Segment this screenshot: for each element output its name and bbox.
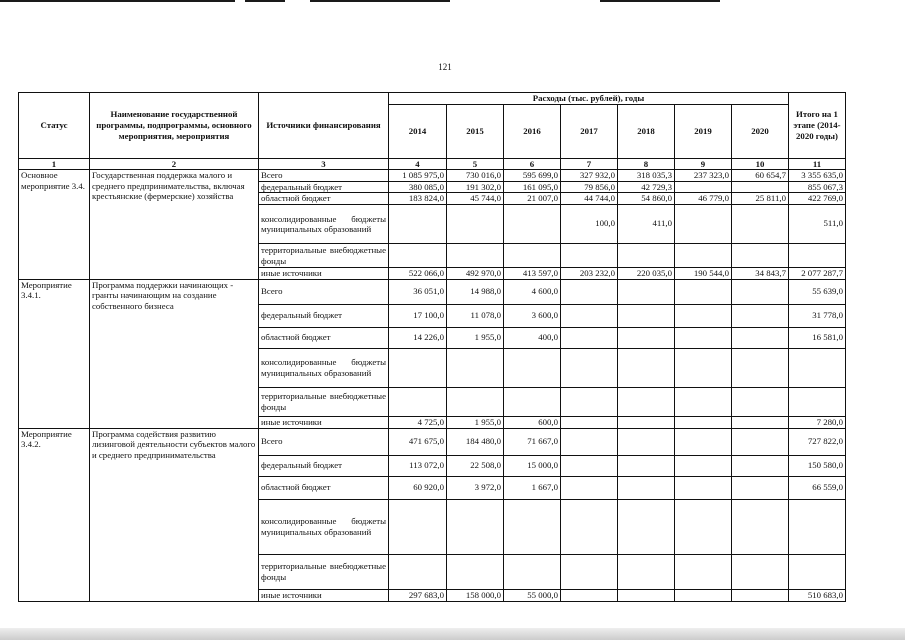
- amount-cell: 203 232,0: [561, 268, 618, 280]
- amount-cell: [618, 455, 675, 476]
- amount-cell: [561, 476, 618, 499]
- amount-cell: 15 000,0: [504, 455, 561, 476]
- funding-source-cell: областной бюджет: [259, 193, 389, 205]
- amount-cell: [732, 589, 789, 601]
- amount-cell: [561, 279, 618, 304]
- page-number: 121: [438, 62, 452, 72]
- status-cell: Основное мероприятие 3.4.: [19, 170, 90, 280]
- amount-cell: [504, 244, 561, 268]
- year-header-2014: 2014: [389, 104, 447, 158]
- amount-cell: [675, 428, 732, 455]
- amount-cell: [618, 348, 675, 387]
- amount-cell: [561, 589, 618, 601]
- column-index: 2: [90, 158, 259, 170]
- funding-source-cell: федеральный бюджет: [259, 181, 389, 193]
- amount-cell: [675, 327, 732, 348]
- column-index: 6: [504, 158, 561, 170]
- program-name-cell: Государственная поддержка малого и среднего предпринимательства, включая крестьянские (фермерские) хозяйства: [90, 170, 259, 280]
- amount-cell: [789, 244, 846, 268]
- year-header-2016: 2016: [504, 104, 561, 158]
- funding-source-cell: Всего: [259, 279, 389, 304]
- amount-cell: 411,0: [618, 205, 675, 244]
- amount-cell: [504, 554, 561, 589]
- amount-cell: [789, 387, 846, 416]
- amount-cell: 727 822,0: [789, 428, 846, 455]
- amount-cell: [447, 244, 504, 268]
- funding-source-cell: иные источники: [259, 416, 389, 428]
- amount-cell: 4 600,0: [504, 279, 561, 304]
- amount-cell: [675, 387, 732, 416]
- amount-cell: 730 016,0: [447, 170, 504, 182]
- amount-cell: [675, 348, 732, 387]
- amount-cell: 237 323,0: [675, 170, 732, 182]
- amount-cell: 60 920,0: [389, 476, 447, 499]
- amount-cell: 25 811,0: [732, 193, 789, 205]
- header-name: Наименование государственной программы, подпрограммы, основного мероприятия, мероприятия: [90, 93, 259, 159]
- table-row: [19, 170, 846, 182]
- amount-cell: [618, 589, 675, 601]
- amount-cell: [447, 387, 504, 416]
- amount-cell: 595 699,0: [504, 170, 561, 182]
- amount-cell: [504, 205, 561, 244]
- funding-source-cell: консолидированные бюджеты муниципальных образований: [259, 205, 389, 244]
- amount-cell: 1 667,0: [504, 476, 561, 499]
- amount-cell: 71 667,0: [504, 428, 561, 455]
- amount-cell: 400,0: [504, 327, 561, 348]
- amount-cell: 36 051,0: [389, 279, 447, 304]
- amount-cell: [732, 455, 789, 476]
- amount-cell: [732, 279, 789, 304]
- amount-cell: [561, 327, 618, 348]
- amount-cell: [618, 554, 675, 589]
- amount-cell: 471 675,0: [389, 428, 447, 455]
- amount-cell: 190 544,0: [675, 268, 732, 280]
- column-index: 7: [561, 158, 618, 170]
- amount-cell: 2 077 287,7: [789, 268, 846, 280]
- header-total: Итого на 1 этапе (2014-2020 годы): [789, 93, 846, 159]
- amount-cell: [732, 499, 789, 554]
- amount-cell: [561, 348, 618, 387]
- scan-top-edge: [0, 0, 905, 4]
- funding-source-cell: консолидированные бюджеты муниципальных образований: [259, 348, 389, 387]
- amount-cell: [561, 387, 618, 416]
- column-index: 11: [789, 158, 846, 170]
- amount-cell: 16 581,0: [789, 327, 846, 348]
- amount-cell: 45 744,0: [447, 193, 504, 205]
- amount-cell: [447, 348, 504, 387]
- amount-cell: [561, 499, 618, 554]
- header-status: Статус: [19, 93, 90, 159]
- amount-cell: [504, 387, 561, 416]
- year-header-2020: 2020: [732, 104, 789, 158]
- amount-cell: [504, 348, 561, 387]
- amount-cell: [618, 304, 675, 327]
- amount-cell: 510 683,0: [789, 589, 846, 601]
- amount-cell: [732, 476, 789, 499]
- amount-cell: [732, 304, 789, 327]
- amount-cell: [447, 554, 504, 589]
- amount-cell: 3 355 635,0: [789, 170, 846, 182]
- amount-cell: [561, 416, 618, 428]
- amount-cell: 183 824,0: [389, 193, 447, 205]
- amount-cell: [732, 348, 789, 387]
- amount-cell: 413 597,0: [504, 268, 561, 280]
- amount-cell: [618, 476, 675, 499]
- amount-cell: 1 085 975,0: [389, 170, 447, 182]
- amount-cell: [675, 244, 732, 268]
- amount-cell: 492 970,0: [447, 268, 504, 280]
- amount-cell: [789, 554, 846, 589]
- amount-cell: [561, 554, 618, 589]
- amount-cell: 14 226,0: [389, 327, 447, 348]
- amount-cell: [732, 327, 789, 348]
- amount-cell: [732, 554, 789, 589]
- amount-cell: [675, 476, 732, 499]
- amount-cell: 3 600,0: [504, 304, 561, 327]
- amount-cell: [561, 304, 618, 327]
- amount-cell: [675, 589, 732, 601]
- funding-source-cell: иные источники: [259, 589, 389, 601]
- amount-cell: [675, 499, 732, 554]
- amount-cell: [447, 205, 504, 244]
- amount-cell: [618, 428, 675, 455]
- amount-cell: [732, 416, 789, 428]
- amount-cell: [389, 387, 447, 416]
- budget-table: [18, 92, 846, 602]
- amount-cell: 54 860,0: [618, 193, 675, 205]
- program-name-cell: Программа поддержки начинающих - гранты начинающим на создание собственного бизнеса: [90, 279, 259, 428]
- amount-cell: 327 932,0: [561, 170, 618, 182]
- amount-cell: [618, 244, 675, 268]
- amount-cell: 511,0: [789, 205, 846, 244]
- funding-source-cell: областной бюджет: [259, 476, 389, 499]
- amount-cell: [504, 499, 561, 554]
- year-header-2015: 2015: [447, 104, 504, 158]
- amount-cell: [675, 181, 732, 193]
- amount-cell: 17 100,0: [389, 304, 447, 327]
- amount-cell: [732, 428, 789, 455]
- amount-cell: 522 066,0: [389, 268, 447, 280]
- table-body: [19, 170, 846, 602]
- amount-cell: 1 955,0: [447, 416, 504, 428]
- amount-cell: 150 580,0: [789, 455, 846, 476]
- amount-cell: 113 072,0: [389, 455, 447, 476]
- amount-cell: [675, 205, 732, 244]
- amount-cell: 158 000,0: [447, 589, 504, 601]
- amount-cell: [618, 387, 675, 416]
- funding-source-cell: Всего: [259, 170, 389, 182]
- year-header-2019: 2019: [675, 104, 732, 158]
- amount-cell: 60 654,7: [732, 170, 789, 182]
- amount-cell: 220 035,0: [618, 268, 675, 280]
- amount-cell: 4 725,0: [389, 416, 447, 428]
- funding-source-cell: консолидированные бюджеты муниципальных образований: [259, 499, 389, 554]
- program-name-cell: Программа содействия развитию лизинговой деятельности субъектов малого и среднего предпринимательства: [90, 428, 259, 601]
- amount-cell: [561, 428, 618, 455]
- amount-cell: 14 988,0: [447, 279, 504, 304]
- column-index: 9: [675, 158, 732, 170]
- amount-cell: [447, 499, 504, 554]
- amount-cell: [389, 205, 447, 244]
- column-index: 1: [19, 158, 90, 170]
- header-expenses: Расходы (тыс. рублей), годы: [389, 93, 789, 105]
- year-header-2018: 2018: [618, 104, 675, 158]
- amount-cell: 100,0: [561, 205, 618, 244]
- amount-cell: [789, 348, 846, 387]
- amount-cell: [618, 327, 675, 348]
- amount-cell: 855 067,3: [789, 181, 846, 193]
- funding-source-cell: областной бюджет: [259, 327, 389, 348]
- column-index: 5: [447, 158, 504, 170]
- amount-cell: [675, 455, 732, 476]
- year-header-2017: 2017: [561, 104, 618, 158]
- amount-cell: [389, 348, 447, 387]
- column-index: 8: [618, 158, 675, 170]
- amount-cell: 600,0: [504, 416, 561, 428]
- amount-cell: 380 085,0: [389, 181, 447, 193]
- amount-cell: 34 843,7: [732, 268, 789, 280]
- funding-source-cell: территориальные внебюджетные фонды: [259, 244, 389, 268]
- table-row: [19, 279, 846, 304]
- amount-cell: 184 480,0: [447, 428, 504, 455]
- amount-cell: 44 744,0: [561, 193, 618, 205]
- amount-cell: [618, 279, 675, 304]
- amount-cell: 191 302,0: [447, 181, 504, 193]
- amount-cell: 161 095,0: [504, 181, 561, 193]
- amount-cell: 66 559,0: [789, 476, 846, 499]
- funding-source-cell: федеральный бюджет: [259, 455, 389, 476]
- amount-cell: 318 035,3: [618, 170, 675, 182]
- amount-cell: 55 000,0: [504, 589, 561, 601]
- amount-cell: 7 280,0: [789, 416, 846, 428]
- funding-source-cell: Всего: [259, 428, 389, 455]
- funding-source-cell: территориальные внебюджетные фонды: [259, 387, 389, 416]
- amount-cell: [561, 244, 618, 268]
- amount-cell: [732, 387, 789, 416]
- column-index: 3: [259, 158, 389, 170]
- amount-cell: [389, 244, 447, 268]
- amount-cell: [675, 279, 732, 304]
- amount-cell: 11 078,0: [447, 304, 504, 327]
- amount-cell: [389, 499, 447, 554]
- column-index: 10: [732, 158, 789, 170]
- amount-cell: [618, 416, 675, 428]
- amount-cell: [675, 304, 732, 327]
- amount-cell: 22 508,0: [447, 455, 504, 476]
- column-index-row: [19, 158, 846, 170]
- amount-cell: [561, 455, 618, 476]
- amount-cell: [675, 554, 732, 589]
- amount-cell: 55 639,0: [789, 279, 846, 304]
- funding-source-cell: федеральный бюджет: [259, 304, 389, 327]
- amount-cell: 21 007,0: [504, 193, 561, 205]
- amount-cell: 31 778,0: [789, 304, 846, 327]
- status-cell: Мероприятие 3.4.2.: [19, 428, 90, 601]
- amount-cell: 297 683,0: [389, 589, 447, 601]
- amount-cell: [789, 499, 846, 554]
- amount-cell: [732, 181, 789, 193]
- amount-cell: 46 779,0: [675, 193, 732, 205]
- scan-bottom-edge: [0, 628, 905, 640]
- amount-cell: 422 769,0: [789, 193, 846, 205]
- column-index: 4: [389, 158, 447, 170]
- table-row: [19, 428, 846, 455]
- amount-cell: 1 955,0: [447, 327, 504, 348]
- amount-cell: 3 972,0: [447, 476, 504, 499]
- status-cell: Мероприятие 3.4.1.: [19, 279, 90, 428]
- amount-cell: [389, 554, 447, 589]
- amount-cell: [732, 205, 789, 244]
- amount-cell: [732, 244, 789, 268]
- amount-cell: [618, 499, 675, 554]
- funding-source-cell: территориальные внебюджетные фонды: [259, 554, 389, 589]
- amount-cell: [675, 416, 732, 428]
- header-sources: Источники финансирования: [259, 93, 389, 159]
- amount-cell: 42 729,3: [618, 181, 675, 193]
- funding-source-cell: иные источники: [259, 268, 389, 280]
- amount-cell: 79 856,0: [561, 181, 618, 193]
